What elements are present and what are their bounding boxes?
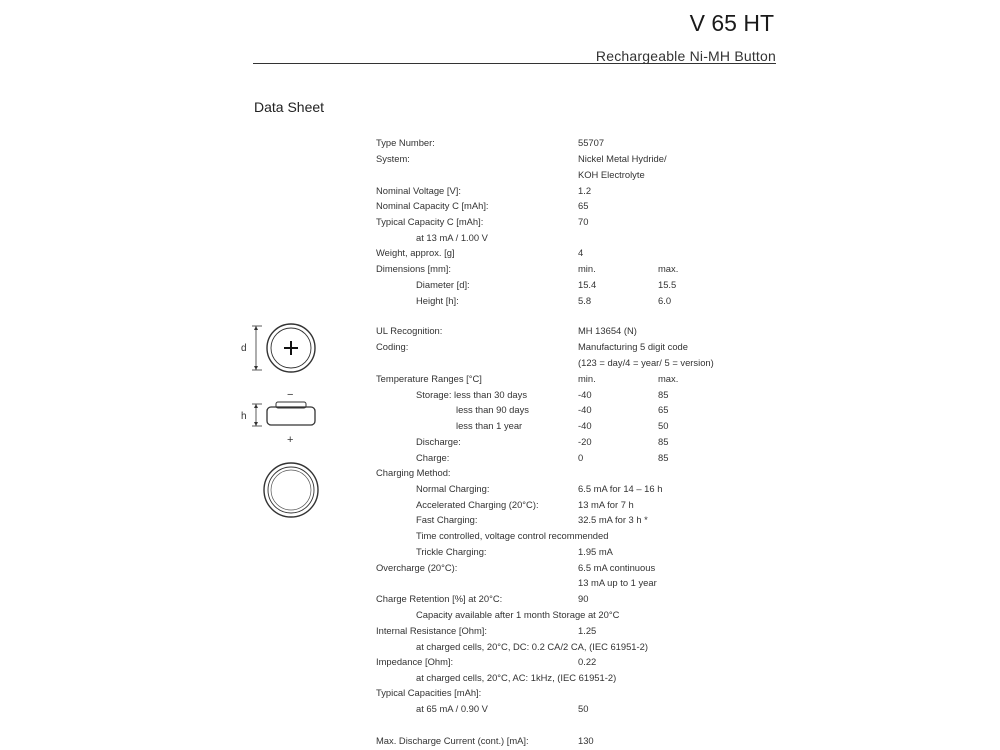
spec-label: Weight, approx. [g] [376,247,455,258]
spec-value: 0.22 [578,656,597,667]
spec-value-max: 6.0 [658,295,672,306]
spec-value: -40 [578,389,592,400]
spec-value: 1.25 [578,625,597,636]
spec-value: 32.5 mA for 3 h * [578,514,648,525]
spec-label: Normal Charging: [416,483,490,494]
spec-value: 1.2 [578,185,592,196]
dim-d-label: d [241,343,247,354]
product-title: V 65 HT [689,10,774,36]
battery-drawing [234,318,334,538]
product-subtitle: Rechargeable Ni-MH Button [595,48,776,64]
spec-label: at 13 mA / 1.00 V [416,232,488,243]
spec-value: 130 [578,735,594,746]
spec-label: Typical Capacities [mAh]: [376,687,482,698]
spec-label: Height [h]: [416,295,459,306]
section-title: Data Sheet [254,99,325,115]
spec-value: Manufacturing 5 digit code [578,341,688,352]
spec-label: at charged cells, 20°C, DC: 0.2 CA/2 CA, (IEC 61951-2) [416,641,648,652]
battery-side-view [241,389,315,446]
spec-value-max: 15.5 [658,279,677,290]
spec-value: 65 [578,200,589,211]
spec-value: (123 = day/4 = year/ 5 = version) [578,357,714,368]
battery-top-view [241,324,315,372]
spec-value: min. [578,373,596,384]
spec-value: 5.8 [578,295,592,306]
spec-label: Overcharge (20°C): [376,562,458,573]
spec-label: System: [376,153,410,164]
spec-value-max: max. [658,263,679,274]
spec-value: 90 [578,593,589,604]
spec-value-max: 85 [658,452,669,463]
spec-value: 13 mA for 7 h [578,499,634,510]
spec-label: Impedance [Ohm]: [376,656,454,667]
spec-label: Charge: [416,452,450,463]
spec-label: Trickle Charging: [416,546,487,557]
spec-value: 6.5 mA for 14 – 16 h [578,483,663,494]
spec-label: Charge Retention [%] at 20°C: [376,593,503,604]
spec-label: Dimensions [mm]: [376,263,452,274]
spec-value-max: 85 [658,389,669,400]
spec-label: Max. Discharge Current (cont.) [mA]: [376,735,529,746]
spec-label: Capacity available after 1 month Storage at 20°C [416,609,620,620]
spec-value: KOH Electrolyte [578,169,645,180]
spec-value: 0 [578,452,584,463]
spec-label: Internal Resistance [Ohm]: [376,625,487,636]
spec-label: Type Number: [376,137,435,148]
spec-value: min. [578,263,596,274]
spec-label: Time controlled, voltage control recommended [416,530,609,541]
spec-label: at 65 mA / 0.90 V [416,703,488,714]
spec-value: 70 [578,216,589,227]
spec-label: Nominal Capacity C [mAh]: [376,200,489,211]
spec-value: 6.5 mA continuous [578,562,656,573]
spec-label: less than 1 year [456,420,523,431]
spec-value: 55707 [578,137,605,148]
spec-value: 4 [578,247,584,258]
spec-label: Typical Capacity C [mAh]: [376,216,484,227]
spec-label: Charging Method: [376,467,451,478]
spec-label: UL Recognition: [376,325,443,336]
spec-label: Coding: [376,341,409,352]
spec-value: 1.95 mA [578,546,613,557]
spec-value: 13 mA up to 1 year [578,577,657,588]
spec-label: Discharge: [416,436,461,447]
spec-value: -20 [578,436,592,447]
spec-value-max: 50 [658,420,669,431]
spec-label: Temperature Ranges [°C] [376,373,482,384]
spec-value-max: max. [658,373,679,384]
spec-value: -40 [578,404,592,415]
spec-label: Storage: less than 30 days [416,389,528,400]
spec-label: less than 90 days [456,404,529,415]
spec-value: 50 [578,703,589,714]
spec-label: Accelerated Charging (20°C): [416,499,539,510]
minus-sign: − [287,389,294,401]
spec-value: -40 [578,420,592,431]
dim-h-label: h [241,411,247,422]
spec-value-max: 85 [658,436,669,447]
spec-label: at charged cells, 20°C, AC: 1kHz, (IEC 61951-2) [416,672,617,683]
battery-bottom-view [264,463,318,517]
spec-value: 15.4 [578,279,597,290]
spec-label: Nominal Voltage [V]: [376,185,461,196]
spec-value: MH 13654 (N) [578,325,637,336]
spec-label: Diameter [d]: [416,279,470,290]
spec-label: Fast Charging: [416,514,478,525]
plus-sign: + [287,434,294,446]
spec-value: Nickel Metal Hydride/ [578,153,667,164]
spec-value-max: 65 [658,404,669,415]
